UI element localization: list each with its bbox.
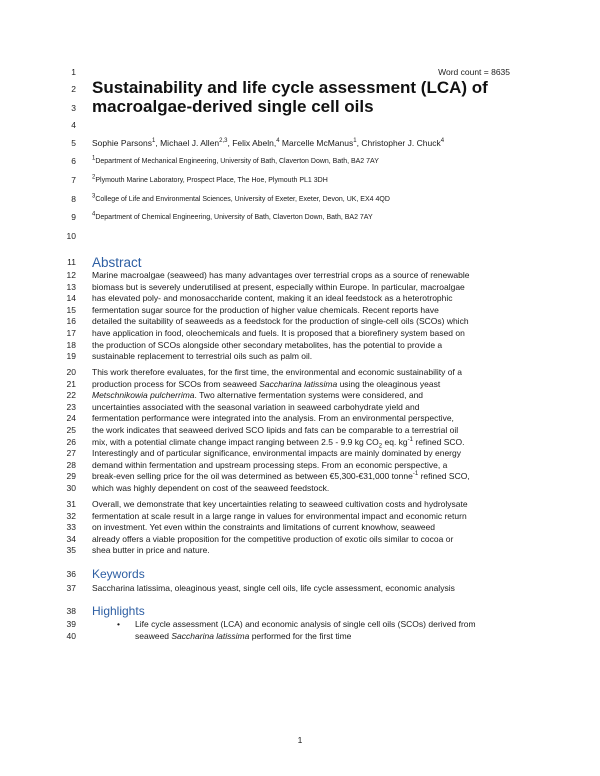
text-span: refined SCO. <box>413 436 465 447</box>
text-line: has elevated poly- and monosaccharide content, making it an ideal feedstock as a heterotrophic <box>92 293 453 304</box>
text-line: This work therefore evaluates, for the first time, the environmental and economic sustainability of a <box>92 367 462 377</box>
text-line <box>135 631 535 643</box>
text-line: Marine macroalgae (seaweed) has many advantages over terrestrial crops as a source of renewable <box>92 270 470 280</box>
author-affiliation-mark: 4 <box>440 138 445 145</box>
author-name: Michael J. Allen <box>160 138 220 148</box>
text-line: fermentation sugar source for the production of higher value chemicals. Recent reports have <box>92 304 439 315</box>
line-number: 19 <box>66 351 76 362</box>
line-number: 34 <box>66 533 76 544</box>
line-number: 7 <box>71 175 76 185</box>
text-span: seaweed <box>135 630 172 641</box>
author-affiliation-mark: 4 <box>276 138 280 145</box>
affiliation-text: College of Life and Environmental Sciences, University of Exeter, Exeter, Devon, UK, EX4 4QD <box>95 196 390 203</box>
line-number: 2 <box>71 84 76 94</box>
text-line: fermentation performance were integrated into the analysis. From an environmental perspective, <box>92 413 454 424</box>
author-affiliation-mark: 2,3 <box>219 138 228 145</box>
word-count: Word count = 8635 <box>438 67 510 77</box>
line-number: 36 <box>66 569 76 579</box>
text-span: using the oleaginous yeast <box>337 378 441 389</box>
species-name: Saccharina latissima <box>171 630 250 641</box>
line-number: 29 <box>66 471 76 482</box>
line-number: 37 <box>66 583 76 593</box>
text-line: biomass but is severely underutilised at present, especially within Europe. In particular, macroalgae <box>92 281 465 292</box>
text-span: performed for the first time <box>249 630 352 641</box>
text-line: detailed the suitability of seaweeds as a feedstock for the production of single-cell oils (SCOs) which <box>92 316 469 327</box>
text-line <box>92 379 522 391</box>
author-affiliation-mark: 1 <box>152 138 156 145</box>
affiliation-mark: 4 <box>92 211 96 218</box>
species-name: Metschnikowia pulcherrima <box>92 390 195 401</box>
line-number: 40 <box>66 630 76 641</box>
author-name: Felix Abeln <box>232 138 274 148</box>
highlight-item <box>135 619 535 642</box>
line-number: 27 <box>66 448 76 459</box>
text-line <box>92 437 522 449</box>
abstract-paragraph-1 <box>92 270 522 363</box>
superscript: -1 <box>407 436 414 443</box>
line-number: 31 <box>66 499 76 509</box>
superscript: -1 <box>412 471 419 478</box>
subscript: 2 <box>378 443 383 450</box>
text-line: the work indicates that seaweed derived SCO lipids and fats can be comparable to a terrestrial oil <box>92 424 459 435</box>
text-line: Overall, we demonstrate that key uncertainties relating to seaweed cultivation costs and hydrolysate <box>92 499 468 509</box>
text-line: the production of SCOs alongside other secondary metabolites, has the potential to provide a <box>92 339 443 350</box>
text-line: sustainable replacement to terrestrial oils such as palm oil. <box>92 351 313 362</box>
line-number: 1 <box>71 67 76 77</box>
line-number: 21 <box>66 378 76 389</box>
affiliation-text: Department of Chemical Engineering, University of Bath, Claverton Down, Bath, BA2 7AY <box>95 214 373 221</box>
line-number: 9 <box>71 212 76 222</box>
line-number: 8 <box>71 194 76 204</box>
text-line: have application in food, oleochemicals and fuels. It is proposed that a biorefinery system based on <box>92 327 465 338</box>
line-number: 6 <box>71 156 76 166</box>
highlights-heading: Highlights <box>92 604 145 618</box>
line-number: 3 <box>71 103 76 113</box>
line-number: 15 <box>66 304 76 315</box>
line-number: 28 <box>66 459 76 470</box>
bullet-icon: • <box>117 619 120 629</box>
line-number: 23 <box>66 401 76 412</box>
keywords-text: Saccharina latissima, oleaginous yeast, single cell oils, life cycle assessment, economic analysis <box>92 583 455 593</box>
text-span: production process for SCOs from seaweed <box>92 378 260 389</box>
line-number: 30 <box>66 483 76 493</box>
author-name: Sophie Parsons <box>92 138 153 148</box>
text-line: Interestingly and of particular significance, environmental impacts are mainly dominated by energy <box>92 448 461 459</box>
affiliation-text: Plymouth Marine Laboratory, Prospect Place, The Hoe, Plymouth PL1 3DH <box>95 177 328 184</box>
line-number: 16 <box>66 316 76 327</box>
species-name: Saccharina latissima <box>259 378 338 389</box>
line-number: 18 <box>66 339 76 350</box>
affiliation-text: Department of Mechanical Engineering, University of Bath, Claverton Down, Bath, BA2 7AY <box>95 158 379 165</box>
line-number: 14 <box>66 293 76 304</box>
text-line: already offers a viable proposition for the competitive production of exotic oils similar to cocoa or <box>92 533 454 544</box>
line-number: 39 <box>66 619 76 629</box>
text-span: break-even selling price for the oil was determined as between €5,300-€31,000 tonne <box>92 471 413 482</box>
affiliation-mark: 1 <box>92 155 96 162</box>
line-number: 26 <box>66 436 76 447</box>
author-name: Christopher J. Chuck <box>361 138 441 148</box>
text-line: Life cycle assessment (LCA) and economic analysis of single cell oils (SCOs) derived from <box>135 619 476 629</box>
text-line <box>92 390 522 402</box>
text-span: eq. kg <box>382 436 408 447</box>
line-number: 20 <box>66 367 76 377</box>
text-line <box>92 471 522 483</box>
author-affiliation-mark: 1 <box>353 138 357 145</box>
text-span: refined SCO, <box>418 471 470 482</box>
line-number: 13 <box>66 281 76 292</box>
abstract-paragraph-3 <box>92 499 522 557</box>
line-number: 10 <box>66 231 76 241</box>
line-number: 32 <box>66 510 76 521</box>
affiliation-mark: 2 <box>92 174 96 181</box>
keywords-heading: Keywords <box>92 567 145 581</box>
affiliation-mark: 3 <box>92 193 96 200</box>
text-line: on investment. Yet even within the constraints and limitations of current knowhow, seaweed <box>92 522 436 533</box>
line-number: 5 <box>71 138 76 148</box>
affiliation <box>92 176 522 186</box>
line-number: 11 <box>67 257 76 267</box>
text-line: uncertainties associated with the seasonal variation in seaweed carbohydrate yield and <box>92 401 420 412</box>
author-name: Marcelle McManus <box>281 138 354 148</box>
abstract-paragraph-2 <box>92 367 522 495</box>
paper-title: Sustainability and life cycle assessment (LCA) of macroalgae-derived single cell oils <box>92 78 488 116</box>
text-span: mix, with a potential climate change impact ranging between 2.5 - 9.9 kg CO <box>92 436 379 447</box>
affiliation <box>92 157 522 167</box>
text-line: shea butter in price and nature. <box>92 545 210 556</box>
affiliation <box>92 213 522 223</box>
line-number: 12 <box>66 270 76 280</box>
author-list: Sophie Parsons$^1$, Michael J. Allen$^{2,3}$, Felix Abeln,$^4$ Marcelle McManus$^1$, Christopher J. Chuck$^4$ <box>92 138 445 148</box>
line-number: 33 <box>66 522 76 533</box>
line-number: 22 <box>66 390 76 401</box>
text-line: demand within fermentation and upstream processing steps. From an economic perspective, a <box>92 459 448 470</box>
line-number: 17 <box>66 328 76 338</box>
text-line: fermentation at scale result in a large range in values for environmental impact and economic return <box>92 510 467 521</box>
line-number: 35 <box>66 545 76 556</box>
affiliation <box>92 195 522 205</box>
text-line: which was highly dependent on cost of the seaweed feedstock. <box>92 482 330 493</box>
line-number: 38 <box>66 606 76 616</box>
line-number: 4 <box>71 120 76 130</box>
text-span: . Two alternative fermentation systems were considered, and <box>194 390 424 401</box>
line-number: 25 <box>66 425 76 435</box>
line-number: 24 <box>66 413 76 424</box>
page-number: 1 <box>297 735 303 745</box>
abstract-heading: Abstract <box>92 255 142 270</box>
